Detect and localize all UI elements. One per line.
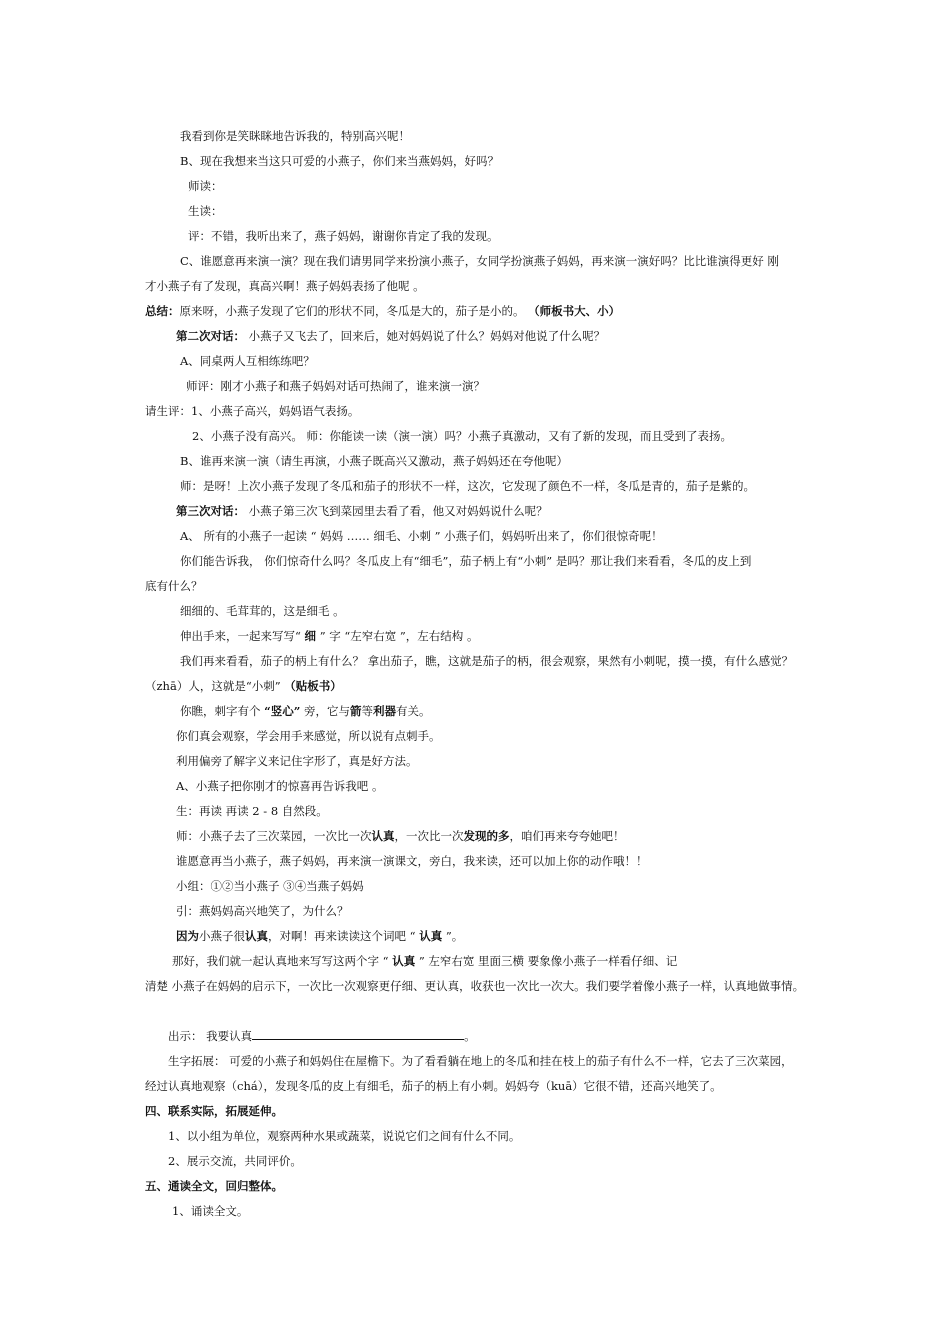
text-line <box>180 453 568 469</box>
text-line <box>186 378 485 394</box>
text-span: 我们再来看看，茄子的柄上有什么？ 拿出茄子，瞧，这就是茄子的柄，很会观察，果然有小刺呢，摸一摸，有什么感觉？ <box>180 654 794 668</box>
text-line <box>176 503 548 519</box>
bold-text: 第三次对话： <box>176 504 245 518</box>
text-span: 2、展示交流，共同评价。 <box>168 1154 302 1168</box>
text-line <box>176 728 441 744</box>
text-line <box>180 653 793 669</box>
text-line <box>172 953 677 969</box>
bold-text: 五、通读全文，回归整体。 <box>145 1179 283 1193</box>
text-span: A、小燕子把你刚才的惊喜再告诉我吧 。 <box>176 779 384 793</box>
text-line <box>176 753 418 769</box>
text-span: （zhā）人，这就是“小刺” <box>145 679 285 693</box>
text-span: 评：不错，我听出来了，燕子妈妈，谢谢你肯定了我的发现。 <box>188 229 499 243</box>
text-span: ，一次比一次 <box>394 829 464 843</box>
text-span: 经过认真地观察（chá），发现冬瓜的皮上有细毛，茄子的柄上有小刺。妈妈夸（kuā）它很不错，还高兴地笑了。 <box>145 1079 722 1093</box>
bold-text: 第二次对话： <box>176 329 245 343</box>
text-span: 引：燕妈妈高兴地笑了，为什么？ <box>176 904 349 918</box>
text-line <box>180 478 755 494</box>
text-span: 生字拓展： 可爱的小燕子和妈妈住在屋檐下。为了看看躺在地上的冬瓜和挂在枝上的茄子有什么不一样，它去了三次菜园， <box>168 1054 793 1068</box>
bold-text: 认真 <box>392 954 416 968</box>
bold-text: 利器 <box>373 704 397 718</box>
text-span: 伸出手来，一起来写写“ <box>180 629 305 643</box>
bold-text: 四、联系实际，拓展延伸。 <box>145 1104 283 1118</box>
text-span: 你们能告诉我， 你们惊奇什么吗？冬瓜皮上有“细毛”，茄子柄上有“小刺” 是吗？那让我们来看看，冬瓜的皮上到 <box>180 554 752 568</box>
text-span: ，对啊！再来读读这个词吧 “ <box>268 929 420 943</box>
text-span: 2、小燕子没有高兴。 师：你能读一读（演一演）吗？小燕子真激动，又有了新的发现，而且受到了表扬。 <box>192 429 732 443</box>
text-line <box>145 403 359 419</box>
text-span: 小燕子又飞去了，回来后，她对妈妈说了什么？妈妈对他说了什么呢？ <box>245 329 606 343</box>
bold-text: 发现的多 <box>463 829 510 843</box>
text-span: 出示： 我要认真 <box>168 1029 253 1043</box>
bold-text: 认真 <box>245 929 268 943</box>
bold-text: “竖心” <box>264 704 301 718</box>
text-line <box>180 628 478 644</box>
text-line <box>168 1053 793 1069</box>
bold-text: （师板书大、小） <box>528 304 621 318</box>
bold-text: 因为 <box>176 929 199 943</box>
text-line <box>180 603 345 619</box>
text-line <box>168 1128 520 1144</box>
text-span: ” 左窄右宽 里面三横 要象像小燕子一样看仔细、记 <box>415 954 678 968</box>
bold-text: （贴板书） <box>284 679 342 693</box>
text-line <box>176 903 349 919</box>
bold-text: 总结： <box>145 304 180 318</box>
text-line <box>188 203 223 219</box>
text-line <box>180 353 315 369</box>
text-span: 那好，我们就一起认真地来写写这两个字 “ <box>172 954 393 968</box>
text-line <box>192 428 732 444</box>
text-span: 利用偏旁了解字义来记住字形了，真是好方法。 <box>176 754 418 768</box>
text-span: 1、以小组为单位，观察两种水果或蔬菜，说说它们之间有什么不同。 <box>168 1129 521 1143</box>
text-span: 1、诵读全文。 <box>172 1204 249 1218</box>
text-span: 请生评：1、小燕子高兴，妈妈语气表扬。 <box>145 404 360 418</box>
text-line <box>188 228 499 244</box>
text-line <box>180 528 663 544</box>
text-line <box>145 1078 722 1094</box>
text-span: 小燕子第三次飞到菜园里去看了看，他又对妈妈说什么呢？ <box>245 504 548 518</box>
text-span: 细细的、毛茸茸的，这是细毛 。 <box>180 604 345 618</box>
text-line <box>145 303 620 319</box>
text-line <box>180 128 410 144</box>
text-span: 师读： <box>188 179 223 193</box>
text-line <box>145 278 425 294</box>
text-line <box>168 1153 302 1169</box>
text-line <box>145 1178 283 1194</box>
text-line <box>145 1103 283 1119</box>
text-span: 师：是呀！上次小燕子发现了冬瓜和茄子的形状不一样，这次，它发现了颜色不一样，冬瓜是青的，茄子是紫的。 <box>180 479 755 493</box>
bold-text: 细 <box>304 629 317 643</box>
text-line <box>180 253 779 269</box>
text-line <box>176 328 605 344</box>
text-line <box>145 678 342 694</box>
text-line <box>176 828 625 844</box>
text-span: 生：再读 再读 2 - 8 自然段。 <box>176 804 328 818</box>
text-line <box>176 853 648 869</box>
bold-text: 箭 <box>350 704 362 718</box>
text-span: B、谁再来演一演（请生再演，小燕子既高兴又激动，燕子妈妈还在夸他呢） <box>180 454 568 468</box>
text-span: 师评：刚才小燕子和燕子妈妈对话可热闹了，谁来演一演？ <box>186 379 485 393</box>
text-line <box>176 928 463 944</box>
text-span: 旁，它与 <box>300 704 351 718</box>
text-span: 我看到你是笑眯眯地告诉我的，特别高兴呢！ <box>180 129 410 143</box>
text-span: A、 所有的小燕子一起读 “ 妈妈 …… 细毛、小刺 ” 小燕子们，妈妈听出来了，你们很惊奇呢！ <box>180 529 663 543</box>
text-span: 师：小燕子去了三次菜园，一次比一次 <box>176 829 372 843</box>
text-span: 。 <box>464 1029 476 1043</box>
text-span: ” 字 “左窄右宽 ”，左右结构 。 <box>316 629 479 643</box>
text-span: 有关。 <box>396 704 431 718</box>
text-line <box>176 778 383 794</box>
fill-in-blank <box>252 1028 464 1040</box>
text-span: 生读： <box>188 204 223 218</box>
text-span: 你们真会观察，学会用手来感觉，所以说有点刺手。 <box>176 729 441 743</box>
text-span: 小组：①②当小燕子 ③④当燕子妈妈 <box>176 879 364 893</box>
text-span: A、同桌两人互相练练吧？ <box>180 354 315 368</box>
text-span: C、谁愿意再来演一演？现在我们请男同学来扮演小燕子，女同学扮演燕子妈妈，再来演一演好吗？比比谁演得更好 刚 <box>180 254 779 268</box>
text-span: 底有什么？ <box>145 579 203 593</box>
text-line <box>172 1203 248 1219</box>
text-line <box>145 978 804 994</box>
text-span: 清楚 小燕子在妈妈的启示下，一次比一次观察更仔细、更认真，收获也一次比一次大。我们要学着像小燕子一样，认真地做事情。 <box>145 979 805 993</box>
text-span: 谁愿意再当小燕子，燕子妈妈，再来演一演课文，旁白，我来读，还可以加上你的动作哦！！ <box>176 854 648 868</box>
text-line <box>176 878 364 894</box>
bold-text: 认真 <box>419 929 443 943</box>
text-line <box>145 578 203 594</box>
text-line <box>188 178 223 194</box>
text-span: 原来呀，小燕子发现了它们的形状不同，冬瓜是大的，茄子是小的。 <box>179 304 529 318</box>
text-line <box>176 803 328 819</box>
text-span: 小燕子很 <box>199 929 245 943</box>
text-span: ，咱们再来夸夸她吧！ <box>509 829 625 843</box>
text-line <box>180 703 431 719</box>
text-line <box>180 153 499 169</box>
text-span: 才小燕子有了发现，真高兴啊！燕子妈妈表扬了他呢 。 <box>145 279 425 293</box>
bold-text: 认真 <box>371 829 395 843</box>
text-line <box>180 553 751 569</box>
text-span: 等 <box>361 704 374 718</box>
text-span: B、现在我想来当这只可爱的小燕子，你们来当燕妈妈，好吗？ <box>180 154 499 168</box>
text-span: ”。 <box>442 929 464 943</box>
text-span: 你瞧，刺字有个 <box>180 704 265 718</box>
text-line <box>168 1028 476 1044</box>
